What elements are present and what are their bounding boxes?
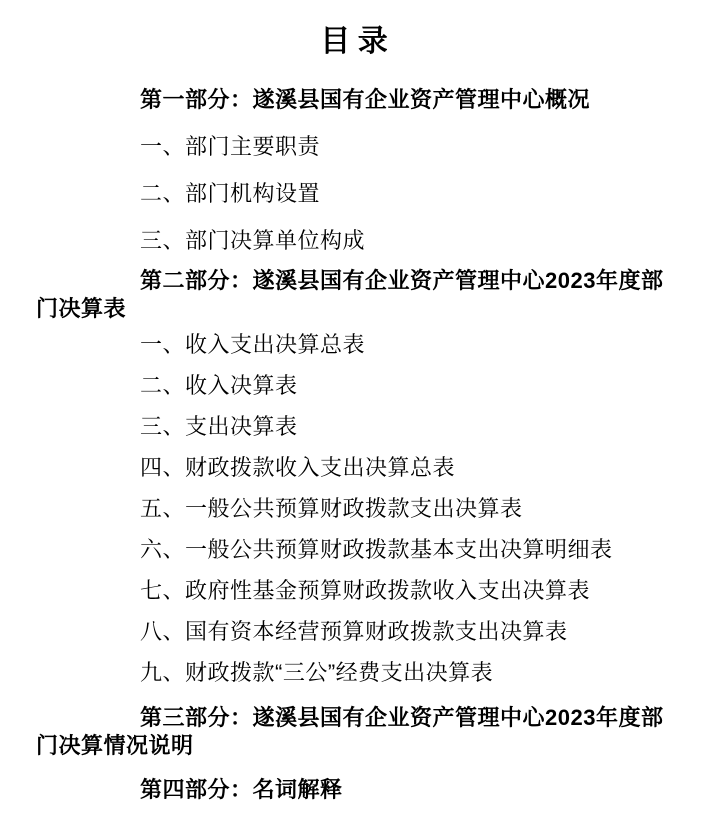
toc-part2-item-9: 九、财政拨款“三公”经费支出决算表	[140, 660, 494, 685]
toc-part4-heading: 第四部分：名词解释	[140, 777, 343, 802]
toc-part1-item-1: 一、部门主要职责	[140, 134, 321, 159]
toc-part1-heading: 第一部分：遂溪县国有企业资产管理中心概况	[140, 87, 591, 112]
toc-part2-item-3: 三、支出决算表	[140, 414, 298, 439]
toc-part1-item-3: 三、部门决算单位构成	[140, 228, 366, 253]
toc-part1-item-2: 二、部门机构设置	[140, 181, 321, 206]
toc-part3-heading: 第三部分：遂溪县国有企业资产管理中心2023年度部门决算情况说明	[36, 705, 664, 758]
toc-part2-item-1: 一、收入支出决算总表	[140, 332, 366, 357]
toc-part2-heading: 第二部分：遂溪县国有企业资产管理中心2023年度部门决算表	[36, 268, 664, 321]
toc-part2-item-5: 五、一般公共预算财政拨款支出决算表	[140, 496, 523, 521]
toc-part2-item-4: 四、财政拨款收入支出决算总表	[140, 455, 456, 480]
toc-part2-item-8: 八、国有资本经营预算财政拨款支出决算表	[140, 619, 568, 644]
document-title: 目 录	[320, 25, 388, 58]
toc-part2-item-2: 二、收入决算表	[140, 373, 298, 398]
toc-part2-item-6: 六、一般公共预算财政拨款基本支出决算明细表	[140, 537, 613, 562]
toc-part2-item-7: 七、政府性基金预算财政拨款收入支出决算表	[140, 578, 591, 603]
